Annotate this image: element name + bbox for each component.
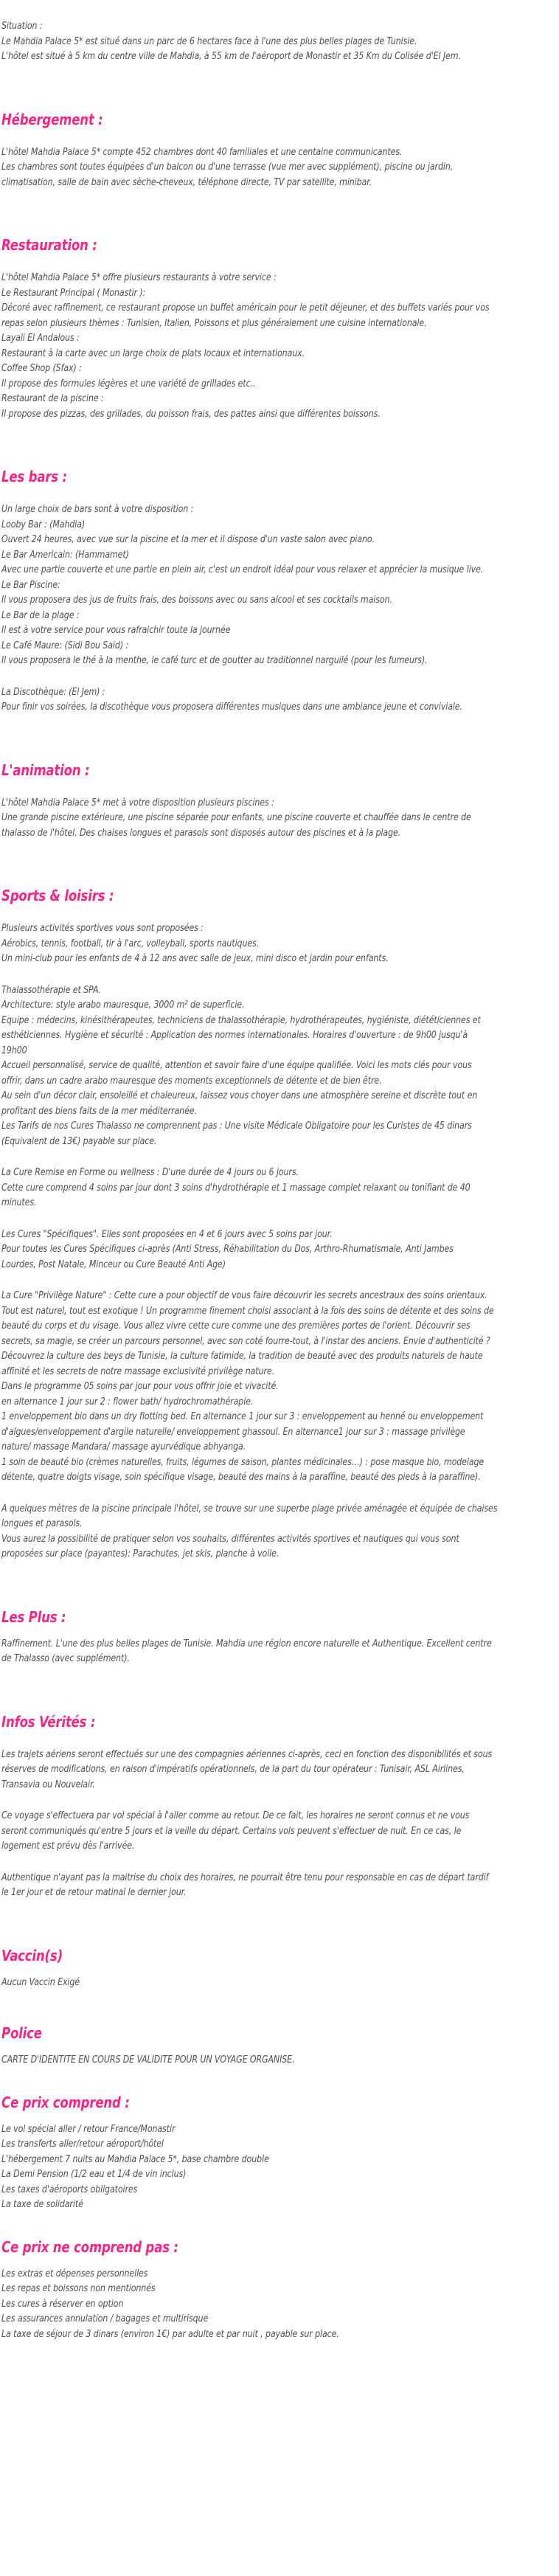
privilege-nature-line-3: beauté du corps et du visage. Vous allez vivre cette cure comme une des premières portes de l'orient. Découvrir ses bbox=[1, 1320, 471, 1332]
section-police bbox=[1, 2024, 555, 2068]
infos-horaires-line-2: seront communiqués qu'entre 5 jours et la veille du départ. Certains vols peuvent s'effectuer de nuit. En ce cas, le bbox=[1, 1825, 462, 1837]
restauration-line-1: L'hôtel Mahdia Palace 5* offre plusieurs restaurants à votre service : bbox=[1, 272, 277, 283]
situation-line-2: L'hôtel est situé à 5 km du centre ville de Mahdia, à 55 km de l'aéroport de Monastir et 35 Km du Colisée d'El Jem. bbox=[1, 51, 461, 62]
prix-comprend-item-5: Les taxes d'aéroports obligatoires bbox=[1, 2184, 138, 2195]
prix-ne-comprend-pas-item-5: La taxe de séjour de 3 dinars (environ 1€) par adulte et par nuit , payable sur place. bbox=[1, 2328, 339, 2340]
sports-group-cure-remise-en-forme bbox=[1, 1166, 555, 1211]
spacer bbox=[1, 1667, 555, 1713]
thalasso-line-2: Architecture: style arabo mauresque, 3000 m² de superficie. bbox=[1, 1000, 245, 1011]
bars-line-6: Le Bar Piscine: bbox=[1, 579, 60, 591]
spacer bbox=[1, 190, 555, 236]
sports-group-cures-specifiques bbox=[1, 1228, 555, 1273]
spacer bbox=[1, 129, 555, 145]
prix-comprend-item-6: La taxe de solidarité bbox=[1, 2199, 83, 2210]
situation-line-1: Le Mahdia Palace 5* est situé dans un parc de 6 hectares face à l'une des plus belles plages de Tunisie. bbox=[1, 35, 417, 47]
privilege-nature-line-13: détente, quatre doigts visage, soin spécifique visage, beauté des mains à la paraffine, beauté des pieds à la paraffine). bbox=[1, 1472, 481, 1483]
spacer bbox=[1, 1149, 555, 1166]
restauration-line-4: repas selon plusieurs thèmes : Tunisien, Italien, Poissons et plus généralement une cuisine internationale. bbox=[1, 317, 427, 329]
bars-line-8: Le Bar de la plage : bbox=[1, 609, 80, 621]
privilege-nature-line-8: en alternance 1 jour sur 2 : flower bath/ hydrochromathérapie. bbox=[1, 1396, 254, 1408]
animation-line-3: thalasso de l'hôtel. Des chaises longues et parasols sont disposés autour des piscines et à la plage. bbox=[1, 827, 401, 839]
heading-vaccins: Vaccin(s) bbox=[1, 1946, 63, 1964]
restauration-line-7: Coffee Shop (Sfax) : bbox=[1, 363, 82, 374]
spacer bbox=[1, 780, 555, 796]
restauration-line-3: Décoré avec raffinement, ce restaurant propose un buffet américain pour le petit déjeuner, et des buffets variés pour vos bbox=[1, 302, 490, 314]
spacer bbox=[1, 1855, 555, 1871]
section-animation bbox=[1, 761, 555, 842]
heading-sports-loisirs: Sports & loisirs : bbox=[1, 887, 114, 904]
spacer bbox=[1, 2257, 555, 2267]
sports-line-1: Plusieurs activités sportives vous sont proposées : bbox=[1, 923, 204, 934]
restauration-line-6: Restaurant à la carte avec un large choix de plats locaux et internationaux. bbox=[1, 347, 305, 359]
sports-line-3: Un mini-club pour les enfants de 4 à 12 ans avec salle de jeux, mini disco et jardin pour enfants. bbox=[1, 953, 389, 964]
spacer bbox=[1, 422, 555, 468]
cure-wellness-line-3: minutes. bbox=[1, 1197, 37, 1208]
les-plus-line-1: Raffinement. L'une des plus belles plages de Tunisie. Mahdia une région encore naturelle et Authentique. Excellent centre bbox=[1, 1638, 492, 1649]
infos-group-horaires bbox=[1, 1809, 555, 1855]
restauration-line-2: Le Restaurant Principal ( Monastir ): bbox=[1, 287, 146, 299]
privilege-nature-line-5: Découvrez la culture des beys de Tunisie, la culture fatimide, la tradition de beauté avec des produits naturels de haute bbox=[1, 1351, 483, 1362]
hebergement-line-2: Les chambres sont toutes équipées d'un balcon ou d'une terrasse (vue mer avec supplément), piscine ou jardin, bbox=[1, 162, 454, 173]
sports-group-thalasso bbox=[1, 983, 555, 1150]
thalasso-line-7: offrir, dans un cadre arabo mauresque des moments exceptionnels de détente et de bien être. bbox=[1, 1075, 382, 1087]
section-restauration bbox=[1, 236, 555, 422]
prix-ne-comprend-pas-item-4: Les assurances annulation / bagages et multirisque bbox=[1, 2313, 209, 2324]
heading-les-plus: Les Plus : bbox=[1, 1607, 66, 1626]
bars-line-5: Avec une partie couverte et une partie en plein air, c'est un endroit idéal pour vous relaxer et apprécier la musique live. bbox=[1, 564, 484, 575]
animation-line-1: L'hôtel Mahdia Palace 5* met à votre disposition plusieurs piscines : bbox=[1, 797, 274, 809]
infos-responsabilite-line-1: Authentique n'ayant pas la maitrise du choix des horaires, ne pourrait être tenu pour responsable en cas de départ tardif bbox=[1, 1872, 489, 1883]
spacer bbox=[1, 1990, 555, 2024]
bars-line-9: Il est à votre service pour vous rafraichir toute la journée bbox=[1, 625, 231, 636]
prix-ne-comprend-pas-item-2: Les repas et boissons non mentionnés bbox=[1, 2283, 156, 2294]
infos-horaires-line-3: logement est prévu dès l'arrivée. bbox=[1, 1841, 135, 1852]
bars-line-7: Il vous proposera des jus de fruits frais, des boissons avec ou sans alcool et ses cocktails maison. bbox=[1, 595, 392, 606]
heading-animation: L'animation : bbox=[1, 761, 90, 779]
spacer bbox=[1, 1562, 555, 1608]
spacer bbox=[1, 486, 555, 502]
sports-group-plage-privee bbox=[1, 1502, 555, 1562]
spacer bbox=[1, 841, 555, 887]
spacer bbox=[1, 2213, 555, 2238]
infos-compagnies-line-3: Transavia ou Nouvelair. bbox=[1, 1779, 95, 1790]
spacer bbox=[1, 1627, 555, 1637]
cures-specifiques-line-2: Pour toutes les Cures Spécifiques ci-après (Anti Stress, Réhabilitation du Dos, Arthro-Rhumatismale, Anti Jambes bbox=[1, 1244, 454, 1255]
privilege-nature-line-7: Dans le programme 05 soins par jour pour vous offrir joie et vivacité. bbox=[1, 1381, 279, 1392]
prix-ne-comprend-pas-item-3: Les cures à réserver en option bbox=[1, 2298, 124, 2310]
section-ce-prix-comprend bbox=[1, 2094, 555, 2213]
section-sports-loisirs bbox=[1, 887, 555, 1562]
section-hebergement bbox=[1, 111, 555, 191]
privilege-nature-line-6: affinité et les secrets de notre massage exclusivité privilège nature. bbox=[1, 1365, 274, 1377]
restauration-line-8: Il propose des formules légères et une variété de grillades etc.. bbox=[1, 378, 256, 389]
infos-responsabilite-line-2: le 1er jour et de retour matinal le dernier jour. bbox=[1, 1887, 187, 1898]
heading-ce-prix-ne-comprend-pas: Ce prix ne comprend pas : bbox=[1, 2237, 178, 2256]
spacer bbox=[1, 255, 555, 271]
animation-line-2: Une grande piscine extérieure, une piscine séparée pour enfants, une piscine couverte et chauffée dans le centre de bbox=[1, 812, 471, 823]
infos-horaires-line-1: Ce voyage s'effectuera par vol spécial à l'aller comme au retour. De ce fait, les horaires ne seront connus et ne vous bbox=[1, 1810, 470, 1821]
section-vaccins bbox=[1, 1947, 555, 1991]
prix-ne-comprend-pas-item-1: Les extras et dépenses personnelles bbox=[1, 2268, 148, 2279]
spacer bbox=[1, 905, 555, 921]
spacer bbox=[1, 1965, 555, 1976]
spacer bbox=[1, 2043, 555, 2053]
heading-infos-verites: Infos Vérités : bbox=[1, 1712, 96, 1731]
sports-group-cure-privilege-nature bbox=[1, 1289, 555, 1486]
privilege-nature-line-4: secrets, sa magie, se créer un parcours personnel, avec son coté fourre-tout, à l'instar des anciens. Envie d'authenticité ? bbox=[1, 1335, 490, 1347]
spacer bbox=[1, 2112, 555, 2122]
section-ce-prix-ne-comprend-pas bbox=[1, 2238, 555, 2343]
thalasso-line-10: Les Tarifs de nos Cures Thalasso ne comprennent pas : Une visite Médicale Obligatoire pour les Curistes de 45 dinars bbox=[1, 1121, 472, 1132]
heading-hebergement: Hébergement : bbox=[1, 110, 103, 128]
thalasso-line-9: profitant des biens faits de la mer méditerranée. bbox=[1, 1105, 197, 1117]
heading-ce-prix-comprend: Ce prix comprend : bbox=[1, 2093, 130, 2111]
plage-line-4: proposées sur place (payantes): Parachutes, jet skis, planche à voile. bbox=[1, 1548, 280, 1559]
situation-label: Situation : bbox=[1, 21, 43, 32]
spacer bbox=[1, 1486, 555, 1502]
thalasso-line-5: 19h00 bbox=[1, 1045, 27, 1056]
privilege-nature-line-2: Tout est naturel, tout est exotique ! Un programme finement choisi associant à la fois des soins de détente et des soins de bbox=[1, 1305, 494, 1317]
bars-line-2: Looby Bar : (Mahdia) bbox=[1, 519, 86, 530]
privilege-nature-line-9: 1 enveloppement bio dans un dry flotting bed. En alternance 1 jour sur 3 : enveloppement au henné ou enveloppement bbox=[1, 1411, 484, 1422]
bars-line-11: Il vous proposera le thé à la menthe, le café turc et de goutter au traditionnel narguilé (pour les fumeurs). bbox=[1, 655, 428, 666]
sports-line-2: Aérobics, tennis, football, tir à l'arc, volleyball, sports nautiques. bbox=[1, 938, 260, 949]
prix-comprend-item-1: Le vol spécial aller / retour France/Monastir bbox=[1, 2123, 176, 2135]
section-infos-verites bbox=[1, 1713, 555, 1901]
heading-les-bars: Les bars : bbox=[1, 468, 67, 485]
bars-line-3: Ouvert 24 heures, avec vue sur la piscine et la mer et il dispose d'un vaste salon avec piano. bbox=[1, 534, 375, 545]
spacer bbox=[1, 967, 555, 983]
infos-group-compagnies bbox=[1, 1748, 555, 1793]
prix-comprend-item-3: L'hébergement 7 nuits au Mahdia Palace 5*, base chambre double bbox=[1, 2153, 269, 2165]
police-line-1: CARTE D'IDENTITE EN COURS DE VALIDITE POUR UN VOYAGE ORGANISE. bbox=[1, 2054, 295, 2066]
bars-line-1: Un large choix de bars sont à votre disposition : bbox=[1, 504, 194, 515]
infos-compagnies-line-1: Les trajets aériens seront effectués sur une des compagnies aériennes ci-après, ceci en fonction des disponibilités et sous bbox=[1, 1748, 493, 1760]
spacer bbox=[1, 2068, 555, 2094]
spacer bbox=[1, 1273, 555, 1289]
privilege-nature-line-1: La Cure "Privilège Nature" : Cette cure a pour objectif de vous faire découvrir les secrets ancestraux des soins orientaux. bbox=[1, 1290, 487, 1301]
spacer bbox=[1, 1731, 555, 1748]
cures-specifiques-line-3: Lourdes, Post Natale, Minceur ou Cure Beauté Anti Age) bbox=[1, 1258, 226, 1270]
hebergement-line-3: climatisation, salle de bain avec sèche-cheveux, téléphone directe, TV par satellite, minibar. bbox=[1, 176, 372, 188]
bars-line-4: Le Bar Americain: (Hammamet) bbox=[1, 549, 129, 561]
privilege-nature-line-11: nature/ massage Mandara/ massage ayurvédique abhyanga. bbox=[1, 1441, 246, 1453]
thalasso-line-4: esthéticiennes. Hygiène et sécurité : Application des normes internationales. Horaires d'ouverture : de 9h00 jusqu'à bbox=[1, 1030, 468, 1041]
spacer bbox=[1, 1211, 555, 1228]
restauration-line-9: Restaurant de la piscine : bbox=[1, 393, 104, 404]
infos-group-responsabilite bbox=[1, 1871, 555, 1901]
section-les-plus bbox=[1, 1608, 555, 1667]
spacer bbox=[1, 1901, 555, 1947]
les-plus-line-2: de Thalasso (avec supplément). bbox=[1, 1653, 130, 1664]
restauration-line-10: Il propose des pizzas, des grillades, du poisson frais, des pattes ainsi que différentes boissons. bbox=[1, 408, 381, 420]
privilege-nature-line-12: 1 soin de beauté bio (crèmes naturelles, fruits, légumes de saison, plantes médicinales…) : pose masque bio, modelage bbox=[1, 1456, 485, 1468]
infos-compagnies-line-2: réserves de modifications, en raison d'impératifs opérationnels, de la part du tour opérateur : Tunisair, ASL Airlines, bbox=[1, 1764, 465, 1775]
cures-specifiques-line-1: Les Cures "Spécifiques". Elles sont proposées en 4 et 6 jours avec 5 soins par jour. bbox=[1, 1228, 333, 1240]
prix-comprend-item-2: Les transferts aller/retour aéroport/hôtel bbox=[1, 2139, 164, 2150]
section-les-bars bbox=[1, 468, 555, 716]
spacer bbox=[1, 669, 555, 685]
thalasso-line-6: Accueil personnalisé, service de qualité, attention et savoir faire d'une équipe qualifiée. Voici les mots clés pour vous bbox=[1, 1060, 472, 1071]
prix-comprend-item-4: La Demi Pension (1/2 eau et 1/4 de vin inclus) bbox=[1, 2169, 187, 2180]
plage-line-2: longues et parasols. bbox=[1, 1518, 83, 1529]
bars-discotheque-title: La Discothèque: (El Jem) : bbox=[1, 686, 105, 698]
thalasso-line-1: Thalassothérapie et SPA. bbox=[1, 984, 102, 996]
restauration-line-5: Layali El Andalous : bbox=[1, 333, 80, 344]
plage-line-1: A quelques mètres de la piscine principale l'hôtel, se trouve sur une superbe plage privée aménagée et équipée de chaises bbox=[1, 1503, 498, 1514]
vaccins-line-1: Aucun Vaccin Exigé bbox=[1, 1976, 80, 1988]
hebergement-line-1: L'hôtel Mahdia Palace 5* compte 452 chambres dont 40 familiales et une centaine communicantes. bbox=[1, 146, 403, 158]
section-situation bbox=[1, 19, 555, 65]
privilege-nature-line-10: d'algues/enveloppement d'argile naturelle/ enveloppement ghassoul. En alternance1 jour sur 3 : massage privilège bbox=[1, 1426, 465, 1438]
bars-line-10: Le Café Maure: (Sidi Bou Said) : bbox=[1, 640, 129, 651]
bars-discotheque-desc: Pour finir vos soirées, la discothèque vous proposera différentes musiques dans une ambiance jeune et conviviale. bbox=[1, 702, 463, 713]
thalasso-line-3: Equipe : médecins, kinésithérapeutes, techniciens de thalassothérapie, hydrothérapeutes, hygiéniste, diététiciennes et bbox=[1, 1014, 481, 1026]
cure-wellness-line-2: Cette cure comprend 4 soins par jour dont 3 soins d'hydrothérapie et 1 massage complet relaxant ou tonifiant de 40 bbox=[1, 1182, 471, 1194]
spacer bbox=[1, 65, 555, 111]
spacer bbox=[1, 1793, 555, 1809]
heading-restauration: Restauration : bbox=[1, 236, 97, 254]
cure-wellness-line-1: La Cure Remise en Forme ou wellness : D'une durée de 4 jours ou 6 jours. bbox=[1, 1167, 299, 1178]
spacer bbox=[1, 716, 555, 761]
plage-line-3: Vous aurez la possibilité de pratiquer selon vos souhaits, différentes activités sportives et nautiques qui vous sont bbox=[1, 1533, 459, 1545]
heading-police: Police bbox=[1, 2024, 42, 2042]
thalasso-line-11: (Equivalent de 13€) payable sur place. bbox=[1, 1135, 157, 1147]
thalasso-line-8: Au sein d'un décor clair, ensoleillé et chaleureux, laissez vous choyer dans une atmosphère sereine et discrète tout en bbox=[1, 1090, 478, 1101]
